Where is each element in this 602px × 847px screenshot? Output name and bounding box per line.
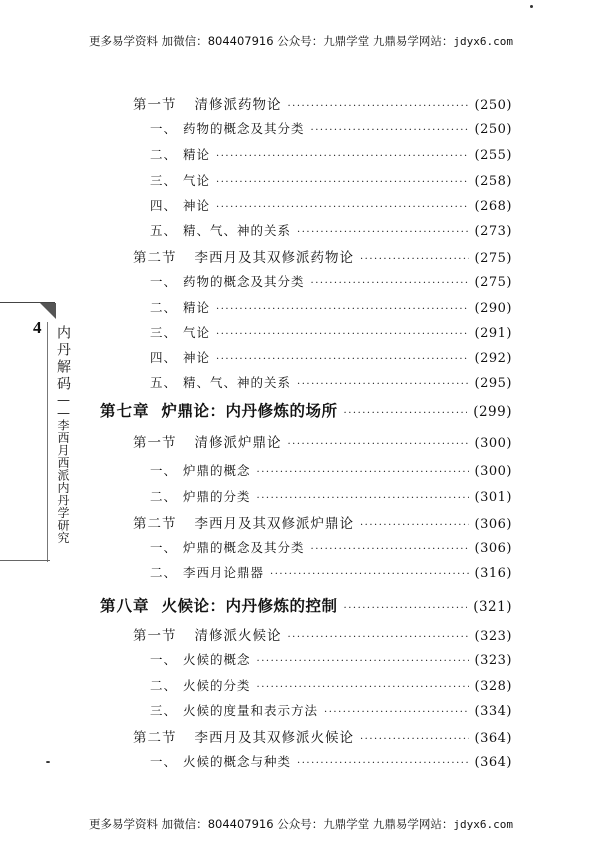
- toc-section: [133, 431, 512, 451]
- leader-dots: [216, 202, 469, 213]
- toc-page-number: (328): [474, 679, 512, 694]
- bottom-banner: [0, 816, 602, 832]
- banner-url: jdyx6.com: [453, 35, 513, 48]
- toc-label: 三、: [150, 173, 178, 188]
- toc-title: 精、气、神的关系: [183, 223, 292, 238]
- banner-phone: 804407916: [207, 817, 274, 831]
- running-head-book-title: 内丹解码: [55, 325, 71, 393]
- toc-page-number: (323): [474, 629, 512, 644]
- toc-title: 清修派火候论: [194, 628, 282, 644]
- banner-phone: 804407916: [207, 34, 274, 48]
- toc-title: 火候的概念与种类: [183, 754, 292, 769]
- toc-title: 精论: [183, 147, 211, 162]
- toc-page-number: (301): [474, 490, 512, 505]
- toc-label: 三、: [150, 703, 178, 718]
- toc-item: [150, 563, 512, 581]
- leader-dots: [324, 707, 469, 718]
- toc-page-number: (306): [474, 517, 512, 532]
- toc-title: 李西月及其双修派火候论: [194, 730, 354, 746]
- leader-dots: [257, 656, 469, 667]
- toc-page-number: (292): [474, 351, 512, 366]
- toc-label: 第一节: [133, 435, 177, 451]
- toc-title: 气论: [183, 173, 211, 188]
- toc-label: 二、: [150, 565, 178, 580]
- running-head-dash: ——: [56, 393, 71, 419]
- toc-title: 药物的概念及其分类: [183, 274, 305, 289]
- toc-label: 第二节: [133, 516, 177, 532]
- toc-title: 炉鼎的分类: [183, 489, 251, 504]
- toc-title: 药物的概念及其分类: [183, 121, 305, 136]
- toc-page-number: (258): [474, 174, 512, 189]
- toc-item: [150, 323, 512, 341]
- toc-page-number: (275): [474, 275, 512, 290]
- toc-item: [150, 461, 512, 479]
- toc-title: 精论: [183, 300, 211, 315]
- toc-title: 火候的度量和表示方法: [183, 703, 319, 718]
- leader-dots: [344, 603, 468, 614]
- toc-page-number: (306): [474, 541, 512, 556]
- leader-dots: [297, 758, 469, 769]
- toc-item: [150, 487, 512, 505]
- toc-label: 五、: [150, 375, 178, 390]
- toc-label: 一、: [150, 754, 178, 769]
- toc-title: 神论: [183, 350, 211, 365]
- toc-section: [133, 624, 512, 644]
- toc-item: [150, 752, 512, 770]
- toc-label: 二、: [150, 147, 178, 162]
- leader-dots: [297, 379, 469, 390]
- toc-item: [150, 145, 512, 163]
- toc-page-number: (273): [474, 224, 512, 239]
- toc-label: 一、: [150, 540, 178, 555]
- toc-item: [150, 171, 512, 189]
- toc-section: [133, 93, 512, 113]
- toc-title: 炉鼎论：内丹修炼的场所: [161, 401, 338, 420]
- toc-label: 一、: [150, 463, 178, 478]
- toc-item: [150, 298, 512, 316]
- toc-title: 清修派炉鼎论: [194, 435, 282, 451]
- toc-item: [150, 221, 512, 239]
- page-number: 4: [33, 318, 42, 337]
- toc-page-number: (295): [474, 376, 512, 391]
- toc-title: 炉鼎的概念: [183, 463, 251, 478]
- toc-label: 二、: [150, 489, 178, 504]
- toc-page-number: (364): [474, 755, 512, 770]
- toc-title: 火候的概念: [183, 652, 251, 667]
- toc-title: 李西月及其双修派炉鼎论: [194, 516, 354, 532]
- toc-page-number: (316): [474, 566, 512, 581]
- banner-url: jdyx6.com: [453, 818, 513, 831]
- toc-title: 神论: [183, 198, 211, 213]
- toc-label: 五、: [150, 223, 178, 238]
- toc-item: [150, 348, 512, 366]
- toc-chapter: [100, 594, 512, 616]
- banner-prefix: 更多易学资料 加微信：: [89, 34, 208, 48]
- leader-dots: [216, 151, 469, 162]
- toc-label: 第二节: [133, 730, 177, 746]
- leader-dots: [288, 439, 469, 450]
- toc-label: 一、: [150, 121, 178, 136]
- toc-page-number: (334): [474, 704, 512, 719]
- toc-title: 气论: [183, 325, 211, 340]
- leader-dots: [360, 734, 469, 745]
- toc-chapter: [100, 399, 512, 421]
- leader-dots: [257, 493, 469, 504]
- toc-title: 清修派药物论: [194, 97, 282, 113]
- leader-dots: [311, 544, 469, 555]
- toc-item: [150, 196, 512, 214]
- toc-page-number: (300): [474, 436, 512, 451]
- leader-dots: [270, 569, 469, 580]
- leader-dots: [257, 467, 469, 478]
- toc-label: 四、: [150, 198, 178, 213]
- toc-title: 火候的分类: [183, 678, 251, 693]
- toc-page-number: (290): [474, 301, 512, 316]
- leader-dots: [288, 101, 469, 112]
- banner-prefix: 更多易学资料 加微信：: [89, 817, 208, 831]
- toc-page-number: (255): [474, 148, 512, 163]
- leader-dots: [360, 520, 469, 531]
- toc-page-number: (323): [474, 653, 512, 668]
- toc-title: 李西月论鼎器: [183, 565, 265, 580]
- running-head-subtitle: 李西月西派内丹学研究: [56, 419, 70, 544]
- leader-dots: [216, 354, 469, 365]
- toc-label: 一、: [150, 274, 178, 289]
- toc-item: [150, 701, 512, 719]
- toc-section: [133, 512, 512, 532]
- leader-dots: [311, 125, 469, 136]
- leader-dots: [360, 254, 469, 265]
- toc-title: 李西月及其双修派药物论: [194, 250, 354, 266]
- toc-section: [133, 246, 512, 266]
- leader-dots: [344, 408, 468, 419]
- toc-label: 二、: [150, 300, 178, 315]
- toc-label: 第一节: [133, 97, 177, 113]
- leader-dots: [311, 278, 469, 289]
- toc-page-number: (250): [474, 98, 512, 113]
- toc-label: 二、: [150, 678, 178, 693]
- toc-item: [150, 272, 512, 290]
- leader-dots: [216, 177, 469, 188]
- banner-middle: 公众号：九鼎学堂 九鼎易学网站：: [273, 34, 454, 48]
- toc-label: 四、: [150, 350, 178, 365]
- toc-item: [150, 650, 512, 668]
- leader-dots: [288, 632, 469, 643]
- toc-item: [150, 676, 512, 694]
- leader-dots: [257, 682, 469, 693]
- leader-dots: [297, 227, 469, 238]
- toc-page-number: (299): [473, 404, 512, 420]
- toc-page-number: (250): [474, 122, 512, 137]
- toc-page-number: (291): [474, 326, 512, 341]
- toc-title: 炉鼎的概念及其分类: [183, 540, 305, 555]
- toc-label: 第七章: [100, 401, 150, 420]
- toc-page-number: (321): [473, 599, 512, 615]
- toc-item: [150, 373, 512, 391]
- toc-label: 第二节: [133, 250, 177, 266]
- toc-page-number: (268): [474, 199, 512, 214]
- toc-page-number: (364): [474, 731, 512, 746]
- toc-section: [133, 726, 512, 746]
- toc-title: 精、气、神的关系: [183, 375, 292, 390]
- toc-item: [150, 538, 512, 556]
- toc-label: 一、: [150, 652, 178, 667]
- toc-label: 第一节: [133, 628, 177, 644]
- toc-title: 火候论：内丹修炼的控制: [161, 596, 338, 615]
- toc-label: 第八章: [100, 596, 150, 615]
- toc-page-number: (300): [474, 464, 512, 479]
- leader-dots: [216, 329, 469, 340]
- toc-label: 三、: [150, 325, 178, 340]
- toc-item: [150, 119, 512, 137]
- toc-page-number: (275): [474, 251, 512, 266]
- banner-middle: 公众号：九鼎学堂 九鼎易学网站：: [273, 817, 454, 831]
- leader-dots: [216, 304, 469, 315]
